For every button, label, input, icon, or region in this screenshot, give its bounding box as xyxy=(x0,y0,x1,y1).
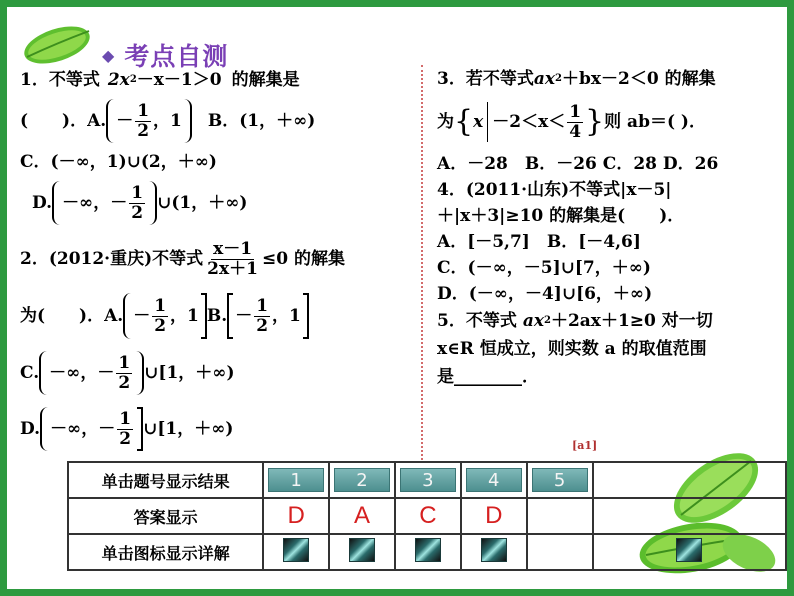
q3-options: A．－28 B．－26 C．28 D．26 xyxy=(437,153,719,174)
q2-option-d: D. －∞，－ $\frac{1}{2}$ ∪[1，＋∞) xyxy=(20,401,420,457)
detail-row xyxy=(68,534,786,570)
question-5-button[interactable]: 5 xyxy=(532,468,588,492)
detail-1-icon[interactable] xyxy=(283,538,309,562)
question-4-button[interactable]: 4 xyxy=(466,468,522,492)
fraction: $\frac{1}{2}$ xyxy=(256,295,269,336)
fraction: $\frac{1}{2}$ xyxy=(131,182,144,223)
q1-line4: D. －∞，－ $\frac{1}{2}$ ∪(1，＋∞) xyxy=(20,175,420,231)
reference-label[interactable]: [a1] xyxy=(572,439,598,452)
q4-option-a: A．[－5,7] B．[－4,6] xyxy=(437,231,641,252)
section-title: 考点自测 xyxy=(124,42,229,71)
diamond-bullet-icon: ◆ xyxy=(102,45,115,65)
q2-line1: 2．(2012·重庆)不等式 $\frac{x-1}{2x+1}$ ≤0 的解集 xyxy=(20,238,345,279)
question-2-button[interactable]: 2 xyxy=(334,468,390,492)
detail-4-icon[interactable] xyxy=(481,538,507,562)
question-3-button[interactable]: 3 xyxy=(400,468,456,492)
q1-line1: 1．不等式 2x 2 －x－1＞0 的解集是 xyxy=(20,69,300,90)
q3-line1: 3．若不等式 ax 2 ＋bx－2＜0 的解集 xyxy=(437,68,716,89)
q5-line3: 是________． xyxy=(437,366,539,387)
q5-line2: x∈R 恒成立，则实数 a 的取值范围 xyxy=(437,338,707,359)
q2-option-c: C. －∞，－ $\frac{1}{2}$ ∪[1，＋∞) xyxy=(20,345,420,401)
answer-1: D xyxy=(287,502,305,529)
q3-line2: 为 { x －2＜x＜ $\frac{1}{4}$ } 则 ab＝( )． xyxy=(437,101,706,142)
fraction: $\frac{x-1}{2x+1}$ xyxy=(207,238,258,279)
q5-line1: 5．不等式 ax 2 ＋2ax＋1≥0 对一切 xyxy=(437,310,713,331)
answer-4: D xyxy=(485,502,503,529)
leaf-decoration-icon xyxy=(17,19,97,69)
answer-table xyxy=(67,461,787,571)
answer-3: C xyxy=(419,502,437,529)
fraction: $\frac{1}{2}$ xyxy=(137,100,150,141)
column-divider xyxy=(421,65,423,460)
q2-line2: 为( )．A. － $\frac{1}{2}$ ，1 B. － $\frac{1}{2}$ ，1 xyxy=(20,287,420,345)
detail-row-label: 单击图标显示详解 xyxy=(68,534,263,570)
number-row-label: 单击题号显示结果 xyxy=(68,462,263,498)
q1-line2: ( )．A. － $\frac{1}{2}$ ，1 B．(1，＋∞) xyxy=(20,93,420,149)
detail-2-icon[interactable] xyxy=(349,538,375,562)
detail-5-icon[interactable] xyxy=(676,538,702,562)
fraction: $\frac{1}{4}$ xyxy=(569,101,582,142)
q4-option-c: C．(－∞，－5]∪[7，＋∞) xyxy=(437,257,651,278)
answer-2: A xyxy=(354,502,371,529)
q4-line1: 4．(2011·山东)不等式|x－5| xyxy=(437,179,672,200)
question-1-button[interactable]: 1 xyxy=(268,468,324,492)
answer-row xyxy=(68,498,786,534)
q1-line3: C．(－∞，1)∪(2，＋∞) xyxy=(20,151,217,172)
detail-3-icon[interactable] xyxy=(415,538,441,562)
q4-line2: ＋|x＋3|≥10 的解集是( )． xyxy=(437,205,685,226)
number-row xyxy=(68,462,786,498)
fraction: $\frac{1}{2}$ xyxy=(119,408,132,449)
left-column xyxy=(20,67,420,457)
q4-option-d: D．(－∞，－4]∪[6，＋∞) xyxy=(437,283,653,304)
answer-row-label: 答案显示 xyxy=(68,498,263,534)
right-column xyxy=(437,65,792,391)
fraction: $\frac{1}{2}$ xyxy=(154,295,167,336)
fraction: $\frac{1}{2}$ xyxy=(118,352,131,393)
